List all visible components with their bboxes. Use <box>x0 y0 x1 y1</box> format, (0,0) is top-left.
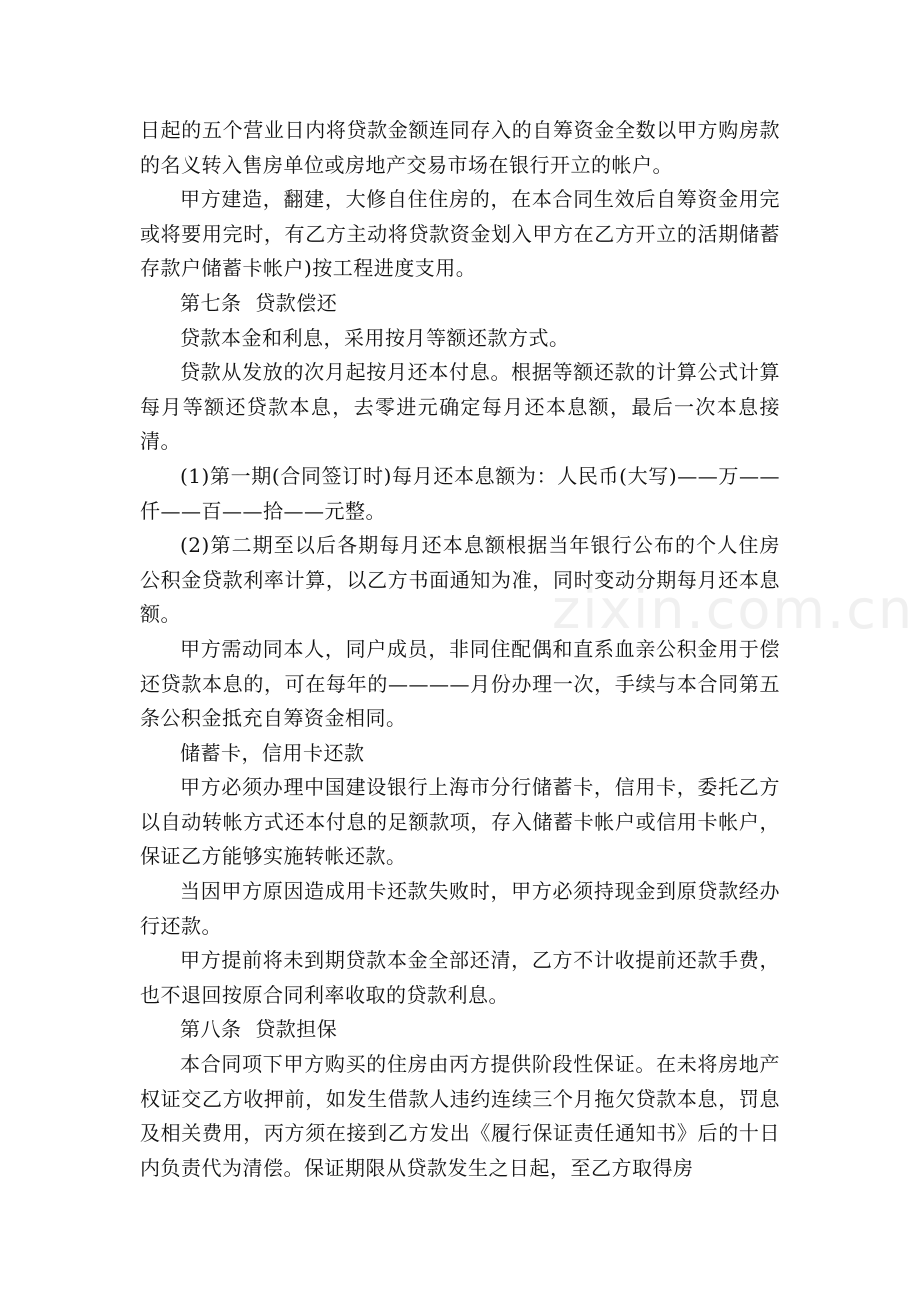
paragraph: (1)第一期(合同签订时)每月还本息额为：人民币(大写)——万——仟——百——拾——元整。 <box>140 463 780 523</box>
paragraph: 甲方必须办理中国建设银行上海市分行储蓄卡，信用卡，委托乙方以自动转帐方式还本付息的足额款项，存入储蓄卡帐户或信用卡帐户，保证乙方能够实施转帐还款。 <box>140 775 780 869</box>
section-heading: 第八条 贷款担保 <box>180 1017 338 1042</box>
watermark: zixin.com.cn <box>552 578 915 641</box>
paragraph: (2)第二期至以后各期每月还本息额根据当年银行公布的个人住房公积金贷款利率计算，以乙方书面通知为准，同时变动分期每月还本息额。 <box>140 533 780 627</box>
paragraph: 日起的五个营业日内将贷款金额连同存入的自筹资金全数以甲方购房款的名义转入售房单位或房地产交易市场在银行开立的帐户。 <box>140 118 780 177</box>
paragraph: 贷款本金和利息，采用按月等额还款方式。 <box>180 325 570 350</box>
paragraph: 甲方需动同本人，同户成员，非同住配偶和直系血亲公积金用于偿还贷款本息的，可在每年的————月份办理一次，手续与本合同第五条公积金抵充自筹资金相同。 <box>140 636 780 731</box>
paragraph: 本合同项下甲方购买的住房由丙方提供阶段性保证。在未将房地产权证交乙方收押前，如发生借款人违约连续三个月拖欠贷款本息，罚息及相关费用，丙方须在接到乙方发出《履行保证责任通知书》后的十日内负责代为清偿。保证期限从贷款发生之日起，至乙方取得房 <box>140 1052 780 1180</box>
section-heading: 第七条 贷款偿还 <box>180 290 338 315</box>
paragraph: 贷款从发放的次月起按月还本付息。根据等额还款的计算公式计算每月等额还贷款本息，去零进元确定每月还本息额，最后一次本息接清。 <box>140 360 780 454</box>
paragraph: 当因甲方原因造成用卡还款失败时，甲方必须持现金到原贷款经办行还款。 <box>140 879 780 938</box>
document-body <box>140 113 780 1185</box>
paragraph: 甲方建造，翻建，大修自住住房的，在本合同生效后自筹资金用完或将要用完时，有乙方主动将贷款资金划入甲方在乙方开立的活期储蓄存款户储蓄卡帐户)按工程进度支用。 <box>140 187 780 281</box>
paragraph: 甲方提前将未到期贷款本金全部还清，乙方不计收提前还款手费，也不退回按原合同利率收取的贷款利息。 <box>140 948 780 1007</box>
section-heading: 储蓄卡，信用卡还款 <box>180 740 365 765</box>
